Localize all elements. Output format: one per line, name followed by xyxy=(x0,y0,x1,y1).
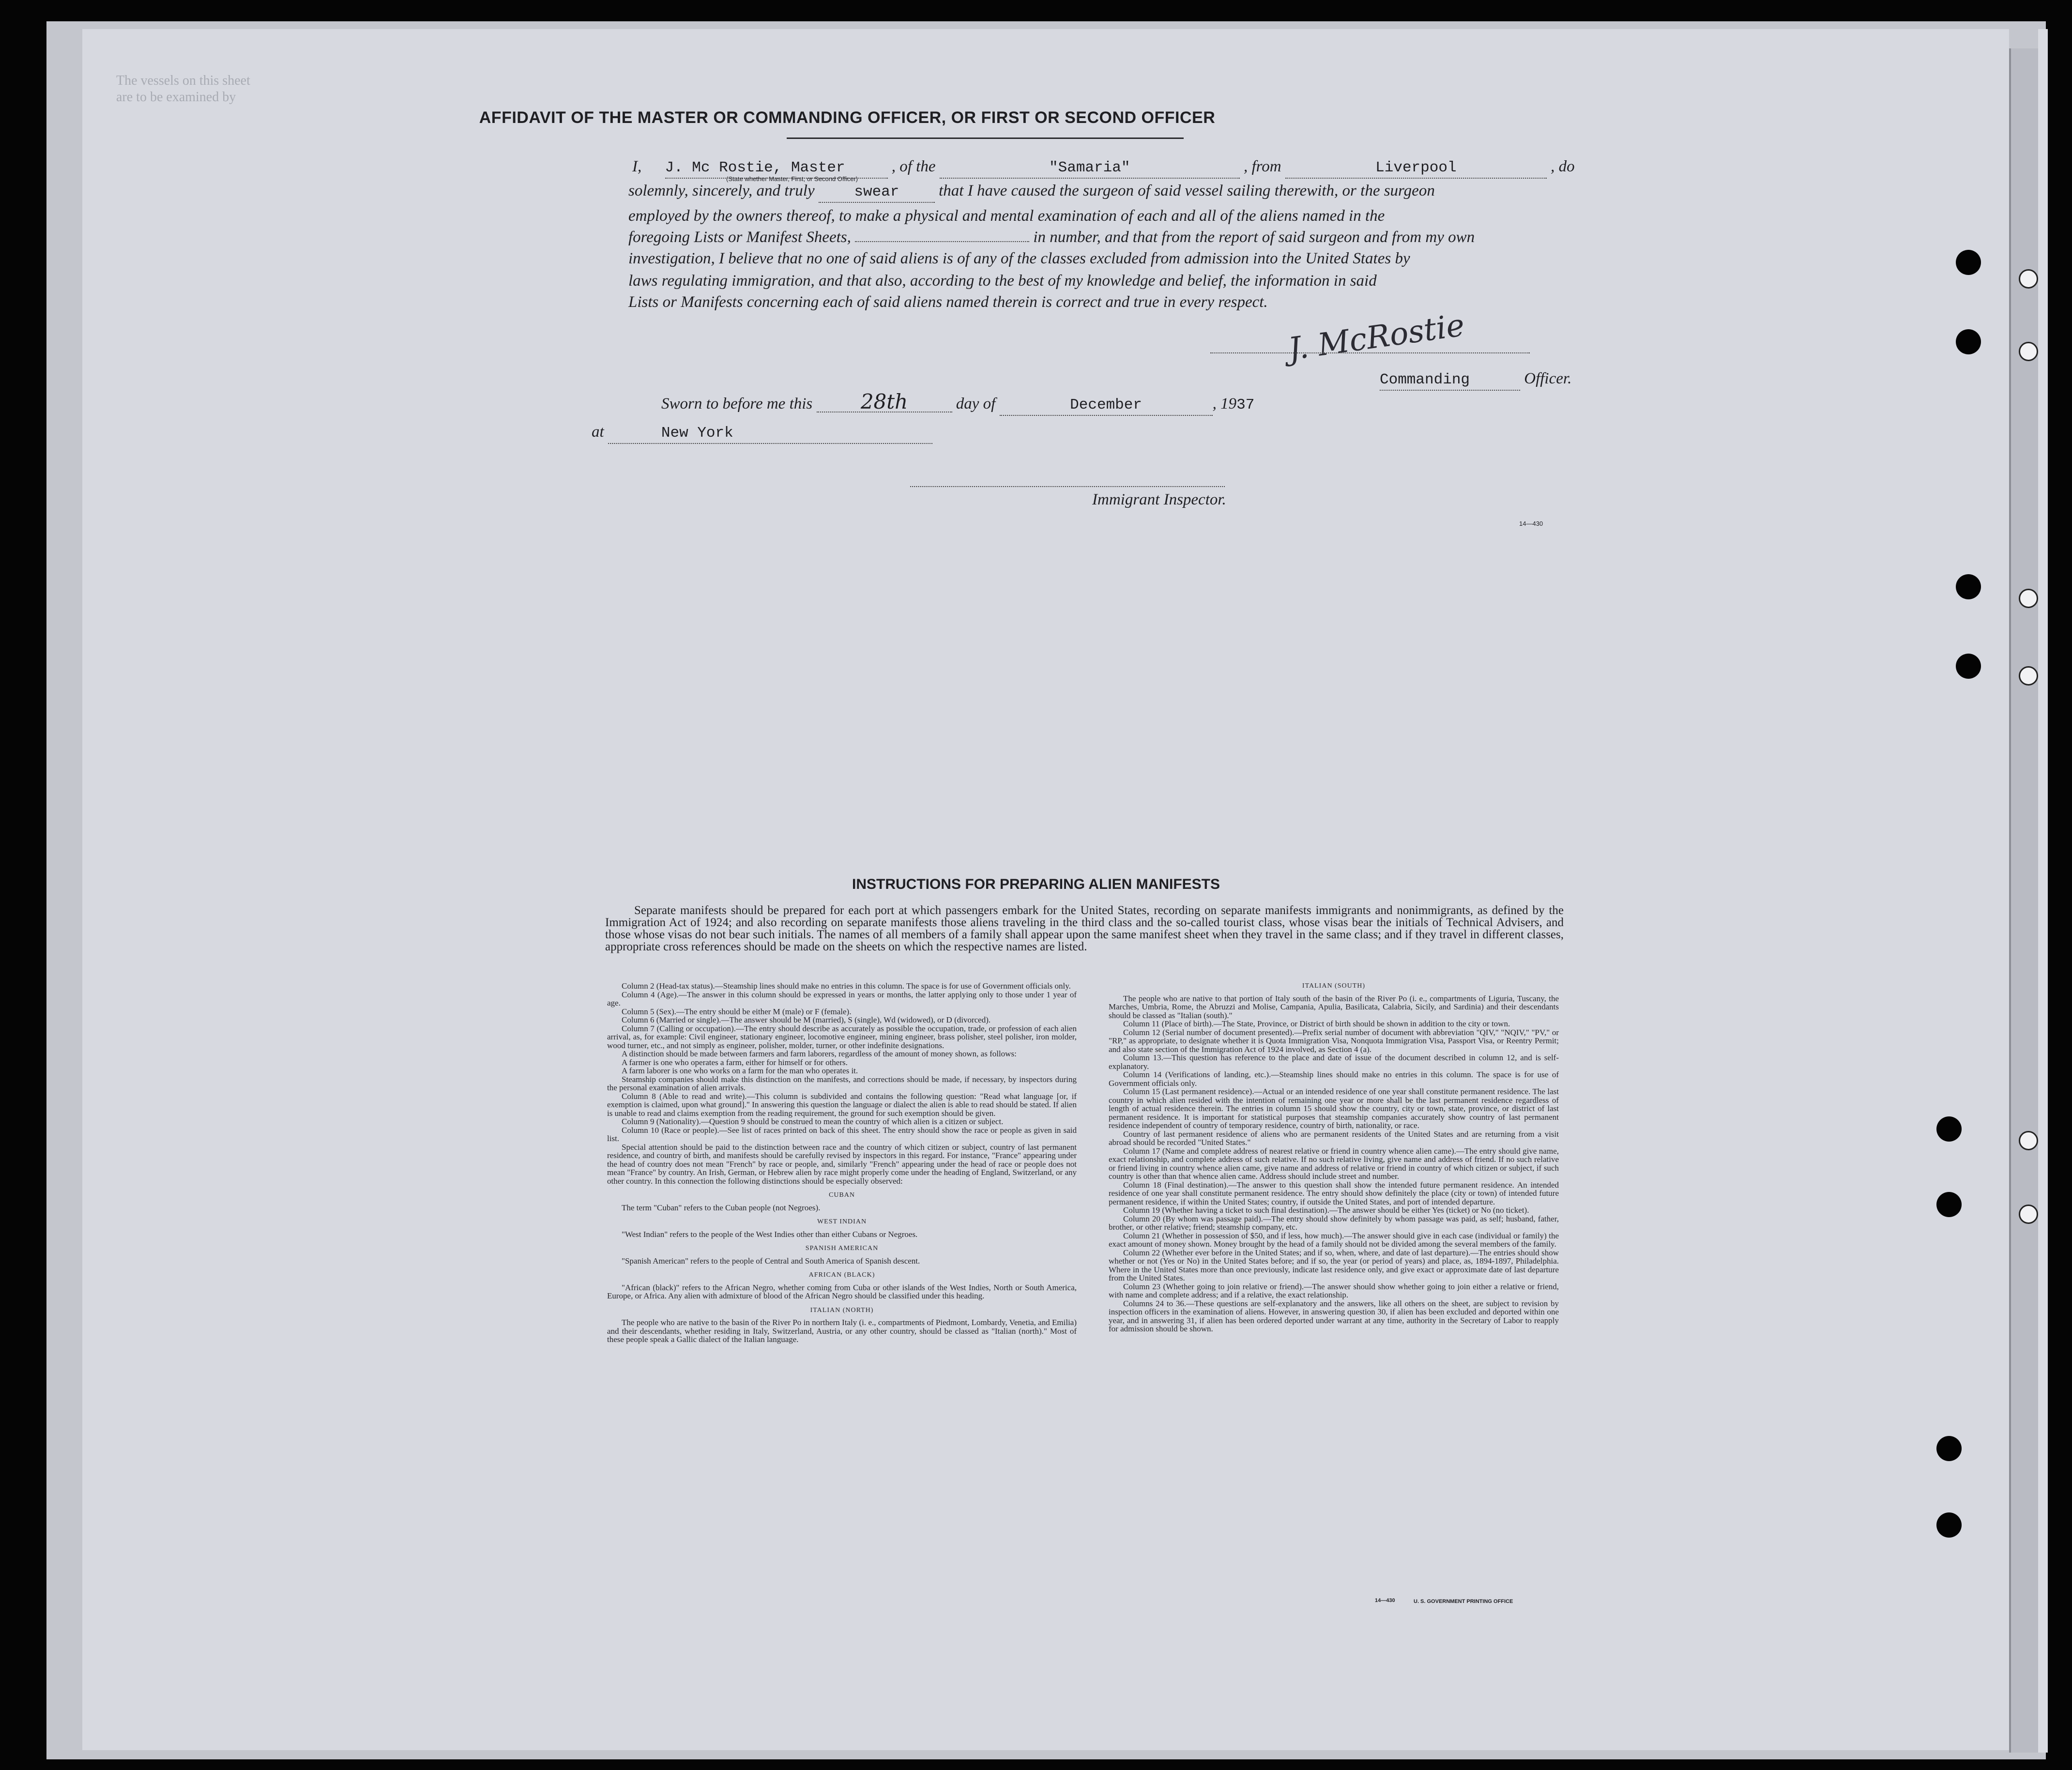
affidavit-title: AFFIDAVIT OF THE MASTER OR COMMANDING OFFICER, OR FIRST OR SECOND OFFICER xyxy=(479,108,1216,127)
instructions-right-column xyxy=(1109,982,1559,1333)
instructions-title: INSTRUCTIONS FOR PREPARING ALIEN MANIFESTS xyxy=(852,876,1220,892)
punch-hole xyxy=(1956,250,1981,275)
punch-hole xyxy=(1936,1512,1962,1538)
west-indian-text: "West Indian" refers to the people of the West Indies other than either Cubans or Negroes. xyxy=(622,1229,918,1239)
instruction-paragraph: Column 15 (Last permanent residence).—Actual or an intended residence of one year shall constitute permanent residence. The last country in which alien resided with the intention of remaining one year or more shall be the last permanent residence regardless of length of actual residence therein. The entries in column 15 should show the country, city or town, state, province, or district of last permanent residence. It is important for statistical purposes that steamship companies accurately show country of last permanent residence independent of country of temporary residence, country of birth, nationality, or race. xyxy=(1109,1087,1559,1130)
sworn-line: Sworn to before me this 28th day of December , 1937 xyxy=(661,392,1254,416)
instruction-paragraph: A farm laborer is one who works on a farm for the man who operates it. xyxy=(622,1066,858,1075)
binder-ring xyxy=(2019,666,2038,686)
punch-hole xyxy=(1956,329,1981,354)
officer-note: (State whether Master, First, or Second Officer) xyxy=(726,175,858,183)
italian-north-heading: ITALIAN (NORTH) xyxy=(810,1306,874,1314)
cuban-heading: CUBAN xyxy=(828,1191,855,1199)
instruction-paragraph: Column 10 (Race or people).—See list of races printed on back of this sheet. The entry should show the race or people as given in said list. xyxy=(607,1125,1077,1143)
port-field: Liverpool xyxy=(1285,158,1547,179)
inspector-label: Immigrant Inspector. xyxy=(1092,491,1226,508)
signer-title-field: Commanding xyxy=(1380,370,1520,391)
instruction-paragraph: Column 12 (Serial number of document presented).—Prefix serial number of document with abbreviation "QIV," "NQIV," "PV," or "RP," as appropriate, to designate whether it is Quota Immigration Visa, Nonquota Immigration Visa, Passport Visa, or Reentry Permit; and also state section of the Immigration Act of 1924 involved, as Section 4 (a). xyxy=(1109,1027,1559,1054)
binder-ring xyxy=(2019,1131,2038,1150)
vessel-name-field: "Samaria" xyxy=(940,158,1240,179)
title-rule xyxy=(787,137,1184,139)
instruction-paragraph: Column 18 (Final destination).—The answer to this question shall show the intended future permanent residence. An intended residence of one year shall constitute permanent residence. The entry should show definitely the place (city or town) of intended future permanent residence, if within the United States; country, if outside the United States, and port of intended departure. xyxy=(1109,1180,1559,1206)
instruction-paragraph: Column 17 (Name and complete address of nearest relative or friend in country whence alien came).—The entry should give name, exact relationship, and complete address of such relative. If no such relative living, give name and address of friend. If no such relative or friend living in country whence alien came, give name and address of relative or friend in country of which citizen or subject, if such country is other than that whence alien came. Address should include street and number. xyxy=(1109,1146,1559,1181)
affidavit-line-2: solemnly, sincerely, and truly swear that I have caused the surgeon of said vessel sailing therewith, or the surgeon xyxy=(628,181,1435,203)
location-field: New York xyxy=(608,424,932,444)
bleed-through-text: The vessels on this sheet are to be examined by xyxy=(116,73,250,105)
spanish-american-text: "Spanish American" refers to the people of Central and South America of Spanish descent. xyxy=(622,1256,920,1266)
instruction-paragraph: A distinction should be made between farmers and farm laborers, regardless of the amount of money shown, as follows: xyxy=(622,1049,1017,1058)
instruction-paragraph: Column 23 (Whether going to join relative or friend).—The answer should show whether going to join either a relative or friend, with name and complete address; and if a relative, the exact relationship. xyxy=(1109,1282,1559,1299)
african-text: "African (black)" refers to the African Negro, whether coming from Cuba or other islands of the West Indies, North or South America, Europe, or Africa. Any alien with admixture of blood of the African Negro should be classified under this heading. xyxy=(607,1282,1077,1300)
punch-hole xyxy=(1936,1192,1962,1217)
instruction-paragraph: Special attention should be paid to the distinction between race and the country of which citizen or subject, country of last permanent residence, and country of birth, and manifests should be carefully revised by inspectors in this regard. For instance, "France" appearing under the head of country does not mean "French" by race or people, and, similarly "French" appearing under the head of race or people does not mean "France" by country. An Irish, German, or Hebrew alien by race might properly come under the heading of England, Switzerland, or any other country. In this connection the following distinctions should be especially observed: xyxy=(607,1142,1077,1186)
instructions-left-column xyxy=(607,982,1077,1344)
instruction-paragraph: Column 11 (Place of birth).—The State, Province, or District of birth should be shown in addition to the city or town. xyxy=(1123,1019,1510,1028)
west-indian-heading: WEST INDIAN xyxy=(817,1218,867,1225)
instruction-paragraph: Column 22 (Whether ever before in the United States; and if so, when, where, and date of last departure).—The entries should show whether or not (Yes or No) in the United States before; and if so, the year (or period of years) and place, as, 1894-1897, Philadelphia. Where in the United States more than once previously, indicate last residence only, and give exact or approximate date of last departure from the United States. xyxy=(1109,1248,1559,1282)
binder-edge-outer xyxy=(2038,29,2048,1753)
inspector-signature-line xyxy=(910,486,1225,487)
instruction-paragraph: Country of last permanent residence of aliens who are permanent residents of the United States and are returning from a visit abroad should be recorded "United States." xyxy=(1109,1129,1559,1147)
binder-ring xyxy=(2019,342,2038,361)
affidavit-line-4: foregoing Lists or Manifest Sheets, in number, and that from the report of said surgeon and from my own xyxy=(628,229,1475,246)
instruction-paragraph: Column 20 (By whom was passage paid).—The entry should show definitely by whom passage was paid, as self; husband, father, brother, or other relative; friend; steamship company, etc. xyxy=(1109,1214,1559,1232)
instruction-paragraph: Column 13.—This question has reference to the place and date of issue of the document described in column 12, and is self-explanatory. xyxy=(1109,1053,1559,1071)
oath-field: swear xyxy=(819,183,935,203)
binder-ring xyxy=(2019,1205,2038,1224)
signature-line xyxy=(1210,352,1530,353)
sworn-day-field: 28th xyxy=(817,392,952,412)
footer-printing-office: U. S. GOVERNMENT PRINTING OFFICE xyxy=(1414,1599,1513,1604)
african-heading: AFRICAN (BLACK) xyxy=(808,1271,875,1279)
location-line: at New York xyxy=(592,422,932,444)
affidavit-line-1: I, J. Mc Rostie, Master , of the "Samaria" , from Liverpool , do xyxy=(632,157,1575,179)
instruction-paragraph: Column 9 (Nationality).—Question 9 should be construed to mean the country of which alien is a citizen or subject. xyxy=(622,1117,1004,1126)
binder-ring xyxy=(2019,589,2038,608)
instruction-paragraph: A farmer is one who operates a farm, either for himself or for others. xyxy=(622,1057,848,1067)
instructions-intro: Separate manifests should be prepared for each port at which passengers embark for the United States, recording on separate manifests immigrants and nonimmigrants, as defined by the Immigration Act of 1924; and also recording on separate manifests those aliens traveling in the third class and the so-called tourist class, whose visas bear the initials of Technical Advisers, and those whose visas do not bear such initials. The names of all members of a family shall appear upon the same manifest sheet when they travel in the same class; and if they travel in different classes, appropriate cross references should be made on the sheets on which the respective names are listed. xyxy=(605,904,1564,953)
instruction-paragraph: Column 2 (Head-tax status).—Steamship lines should make no entries in this column. The space is for use of Government officials only. xyxy=(622,981,1071,991)
form-number: 14—430 xyxy=(1519,520,1543,527)
instruction-paragraph: Column 14 (Verifications of landing, etc.).—Steamship lines should make no entries in this column. The space is for use of Government officials only. xyxy=(1109,1070,1559,1088)
affidavit-line-3: employed by the owners thereof, to make a physical and mental examination of each and all of the aliens named in the xyxy=(628,207,1385,225)
sworn-year-field: 37 xyxy=(1236,397,1255,413)
officer-name-field: J. Mc Rostie, Master xyxy=(665,158,888,179)
officer-signature: J. McRostie xyxy=(1286,307,1467,368)
footer-form-number: 14—430 xyxy=(1375,1598,1395,1603)
affidavit-line-7: Lists or Manifests concerning each of said aliens named therein is correct and true in every respect. xyxy=(628,293,1268,311)
punch-hole xyxy=(1956,654,1981,679)
affidavit-line-6: laws regulating immigration, and that also, according to the best of my knowledge and belief, the information in said xyxy=(628,272,1377,290)
instruction-paragraph: Column 6 (Married or single).—The answer should be M (married), S (single), Wd (widowed), or D (divorced). xyxy=(622,1015,991,1024)
instruction-paragraph: Column 5 (Sex).—The entry should be either M (male) or F (female). xyxy=(622,1007,852,1016)
punch-hole xyxy=(1936,1116,1962,1142)
binder-edge xyxy=(2009,48,2040,1753)
count-field xyxy=(855,241,1029,242)
instruction-paragraph: The people who are native to that portion of Italy south of the basin of the River Po (i. e., compartments of Liguria, Tuscany, the Marches, Umbria, Rome, the Abruzzi and Molise, Campania, Apulia, Basilicata, Calabria, Sicily, and Sardinia) and their descendants should be classed as "Italian (south)." xyxy=(1109,993,1559,1020)
instruction-paragraph: Steamship companies should make this distinction on the manifests, and corrections should be made, if necessary, by inspectors during the personal examination of alien arrivals. xyxy=(607,1074,1077,1092)
instruction-paragraph: Column 8 (Able to read and write).—This column is subdivided and contains the following question: "Read what language [or, if exemption is claimed, upon what ground]." In answering this question the language or dialect the alien is able to read should be stated. If alien is unable to read and claims exemption from the reading requirement, the ground for such exemption should be given. xyxy=(607,1091,1077,1118)
punch-hole xyxy=(1936,1436,1962,1461)
affidavit-line-5: investigation, I believe that no one of said aliens is of any of the classes excluded from admission into the United States by xyxy=(628,250,1410,267)
cuban-text: The term "Cuban" refers to the Cuban people (not Negroes). xyxy=(622,1203,821,1212)
binder-ring xyxy=(2019,269,2038,289)
instruction-paragraph: Column 4 (Age).—The answer in this column should be expressed in years or months, the latter applying only to those under 1 year of age. xyxy=(607,990,1077,1007)
instruction-paragraph: Column 19 (Whether having a ticket to such final destination).—The answer should be either Yes (ticket) or No (no ticket). xyxy=(1123,1205,1529,1215)
instruction-paragraph: Column 21 (Whether in possession of $50, and if less, how much).—The answer should give in each case (individual or family) the exact amount of money shown. Money brought by the head of a family should not be divided among the several members of the family. xyxy=(1109,1231,1559,1249)
instruction-paragraph: Columns 24 to 36.—These questions are self-explanatory and the answers, like all others on the sheet, are subject to revision by inspection officers in the examination of aliens. However, in answering question 30, if alien has been excluded and deported within one year, and in answering 31, if alien has been ordered deported under warrant at any time, authority in the Secretary of Labor to reapply for admission should be shown. xyxy=(1109,1298,1559,1333)
signer-title: Commanding Officer. xyxy=(1380,369,1571,391)
italian-south-heading: ITALIAN (SOUTH) xyxy=(1302,982,1366,990)
punch-hole xyxy=(1956,574,1981,599)
sworn-month-field: December xyxy=(1000,396,1213,416)
italian-north-text: The people who are native to the basin of the River Po in northern Italy (i. e., compartments of Piedmont, Lombardy, Venetia, and Emilia) and their descendants, whether residing in Italy, Switzerland, Austria, or any other country, should be classed as "Italian (north)." Most of these people speak a Gallic dialect of the Italian language. xyxy=(607,1318,1077,1344)
spanish-american-heading: SPANISH AMERICAN xyxy=(805,1245,879,1252)
instruction-paragraph: Column 7 (Calling or occupation).—The entry should describe as accurately as possible the occupation, trade, or profession of each alien arrival, as, for example: Civil engineer, stationary engineer, locomotive engineer, mining engineer, brass polisher, steel polisher, iron molder, wood turner, etc., and not simply as engineer, polisher, molder, turner, or other indefinite designations. xyxy=(607,1023,1077,1050)
